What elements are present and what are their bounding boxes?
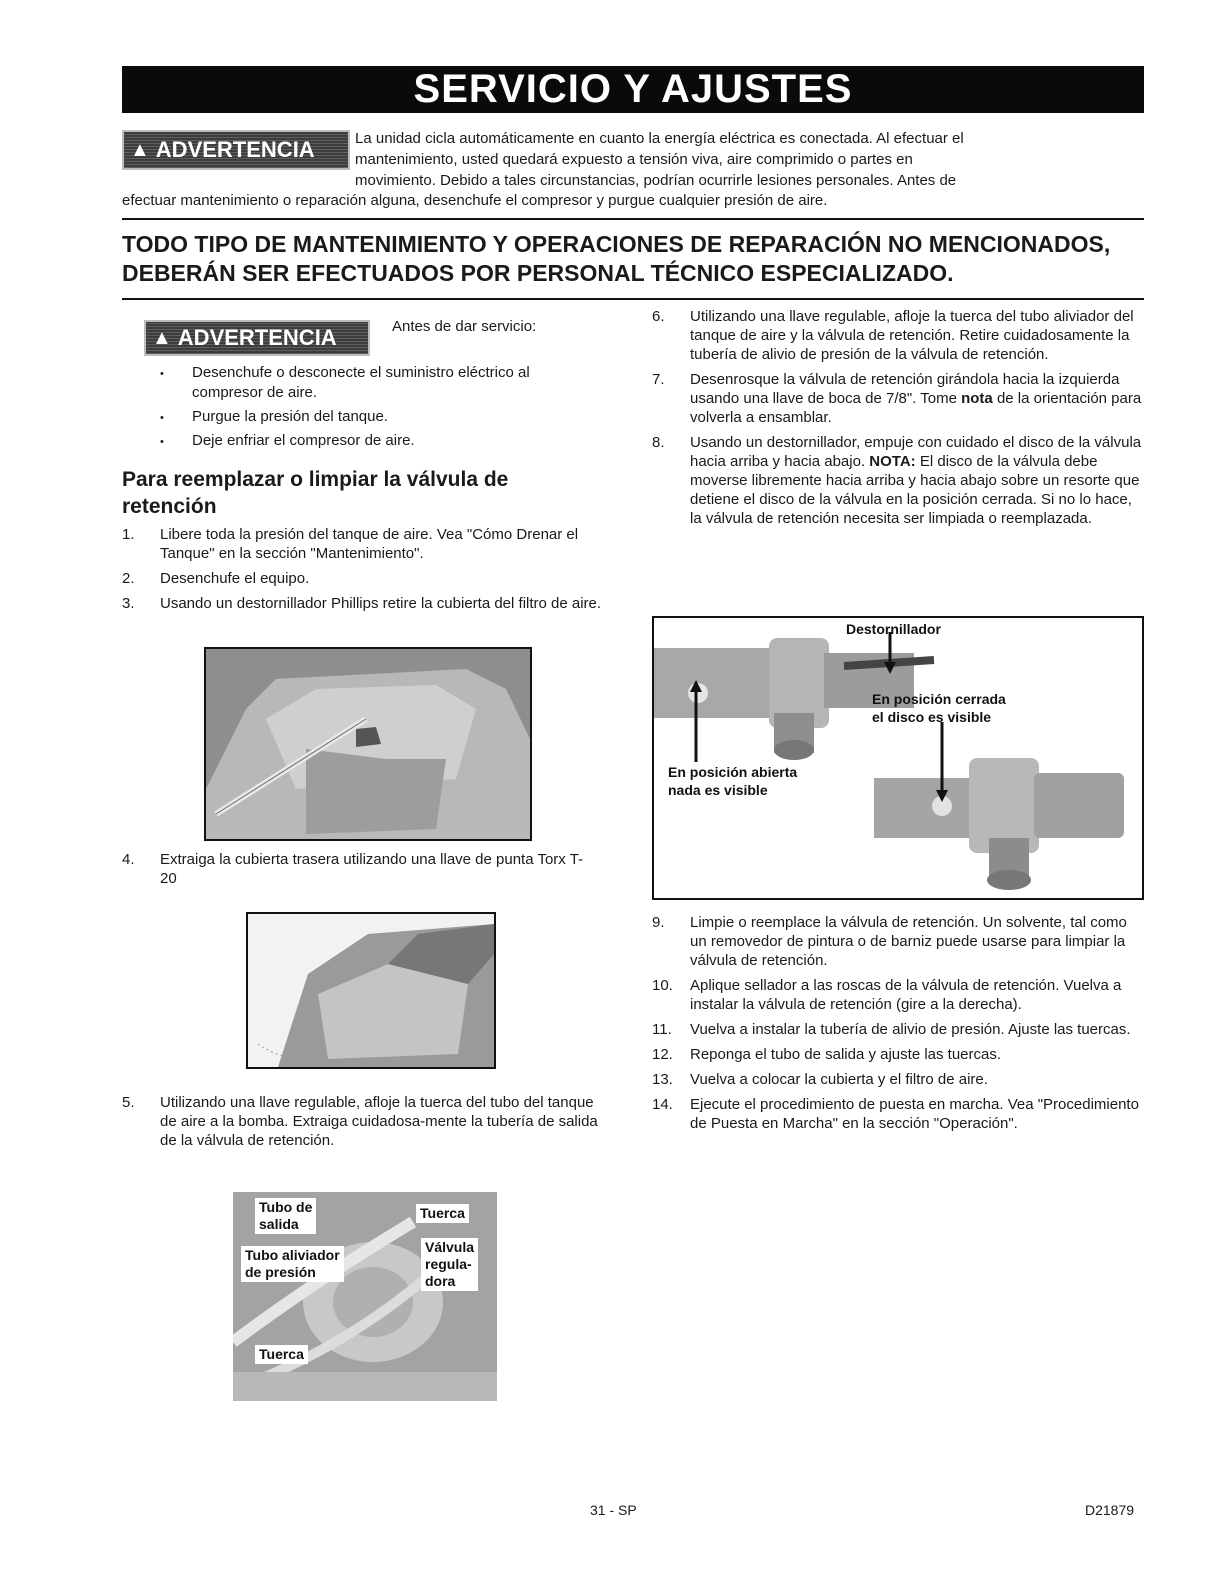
list-item: • Desenchufe o desconecte el suministro eléctrico al compresor de aire. xyxy=(152,363,552,403)
label-line: dora xyxy=(425,1273,456,1289)
warning-caption: Antes de dar servicio: xyxy=(392,318,537,335)
warning-text-line: efectuar mantenimiento o reparación alguna, desenchufe el compresor y purgue cualquier presión de aire. xyxy=(122,192,828,209)
main-heading-line: TODO TIPO DE MANTENIMIENTO Y OPERACIONES DE REPARACIÓN NO MENCIONADOS, xyxy=(122,231,1111,257)
main-heading xyxy=(122,230,1152,288)
list-item: • Purgue la presión del tanque. xyxy=(152,407,552,427)
step-bold: NOTA: xyxy=(869,453,916,470)
steps-list xyxy=(652,913,1144,1139)
label-tuerca-top: Tuerca xyxy=(416,1204,469,1223)
warning-badge-label: ADVERTENCIA xyxy=(177,325,337,350)
label-line: de presión xyxy=(245,1264,316,1280)
step-text: Vuelva a instalar la tubería de alivio de presión. Ajuste las tuercas. xyxy=(690,1021,1131,1038)
step-number: 7. xyxy=(652,371,665,388)
step-number: 12. xyxy=(652,1046,673,1063)
step-text: Usando un destornillador, empuje con cuidado el disco de la válvula hacia arriba y hacia abajo. xyxy=(690,434,1142,470)
label-line: Tubo aliviador xyxy=(245,1247,340,1263)
step-text: Reponga el tubo de salida y ajuste las tuercas. xyxy=(690,1046,1002,1063)
step-number: 9. xyxy=(652,914,665,931)
check-valve-figure xyxy=(652,616,1144,900)
label-line: Válvula xyxy=(425,1239,475,1255)
air-filter-photo xyxy=(204,647,532,841)
step-text: de la orientación para volverla a ensamblar. xyxy=(690,390,1142,426)
step-text: Limpie o reemplace la válvula de retención. Un solvente, tal como un removedor de pintura o de barniz puede usarse para limpiar la válvula de retención. xyxy=(690,914,1127,969)
step-bold: nota xyxy=(961,390,993,407)
list-item xyxy=(122,1093,602,1150)
list-item xyxy=(652,976,1144,1014)
warning-triangle-icon: ▲ xyxy=(152,326,172,349)
step-number: 6. xyxy=(652,308,665,325)
warning-badge xyxy=(122,130,350,170)
divider xyxy=(122,298,1144,300)
step-text: Desenrosque la válvula de retención girándola hacia la izquierda usando una llave de boca de 7/8". Tome xyxy=(690,371,1120,407)
steps-list xyxy=(122,1093,602,1156)
step-number: 2. xyxy=(122,570,135,587)
list-item xyxy=(652,913,1144,970)
step-text: El disco de la válvula debe moverse libremente hacia arriba y hacia abajo sobre un resorte que detiene el disco de la válvula en la posición cerrada. Si no lo hace, la válvula de retención necesita ser limpiada o reemplazada. xyxy=(690,453,1140,527)
list-item xyxy=(652,370,1144,427)
label-tuerca-bottom: Tuerca xyxy=(255,1345,308,1364)
step-text: Desenchufe el equipo. xyxy=(160,570,310,587)
list-item xyxy=(652,1045,1144,1064)
step-number: 10. xyxy=(652,977,673,994)
label-line: En posición abierta xyxy=(668,764,798,780)
step-number: 5. xyxy=(122,1094,135,1111)
page-title: SERVICIO Y AJUSTES xyxy=(122,66,1144,113)
step-number: 8. xyxy=(652,434,665,451)
label-closed-position xyxy=(872,690,1006,726)
list-item xyxy=(122,594,602,613)
page-number: 31 - SP xyxy=(590,1502,637,1518)
check-valve-illustration xyxy=(654,618,1142,898)
steps-list xyxy=(122,525,602,619)
step-text: Aplique sellador a las roscas de la válvula de retención. Vuelva a instalar la válvula de retención (gire a la derecha). xyxy=(690,977,1122,1013)
list-item xyxy=(652,1020,1144,1039)
steps-list xyxy=(122,850,592,894)
label-line: regula- xyxy=(425,1256,472,1272)
label-open-position xyxy=(668,763,797,799)
step-number: 14. xyxy=(652,1096,673,1113)
precaution-list xyxy=(152,363,552,455)
list-item xyxy=(652,433,1144,528)
step-text: Ejecute el procedimiento de puesta en marcha. Vea "Procedimiento de Puesta en Marcha" en la sección "Operación". xyxy=(690,1096,1139,1132)
list-item: • Deje enfriar el compresor de aire. xyxy=(152,431,552,451)
warning-text-line: mantenimiento, usted quedará expuesto a tensión viva, aire comprimido o partes en xyxy=(355,151,913,168)
steps-list xyxy=(652,307,1144,534)
list-item xyxy=(652,1095,1144,1133)
list-item xyxy=(122,525,602,563)
step-number: 13. xyxy=(652,1071,673,1088)
label-line: En posición cerrada xyxy=(872,691,1006,707)
section-heading: Para reemplazar o limpiar la válvula de retención xyxy=(122,468,509,518)
label-tubo-aliviador xyxy=(241,1246,344,1282)
step-number: 4. xyxy=(122,851,135,868)
step-number: 1. xyxy=(122,526,135,543)
label-screwdriver: Destornillador xyxy=(846,621,941,637)
document-code: D21879 xyxy=(1085,1502,1135,1518)
step-text: Utilizando una llave regulable, afloje la tuerca del tubo aliviador del tanque de aire y la válvula de retención. Retire cuidadosamente la tubería de alivio de presión de la válvula de retención. xyxy=(690,308,1134,363)
step-text: Vuelva a colocar la cubierta y el filtro de aire. xyxy=(690,1071,988,1088)
label-line: nada es visible xyxy=(668,782,768,798)
step-text: Utilizando una llave regulable, afloje la tuerca del tubo del tanque de aire a la bomba. Extraiga cuidadosa-mente la tubería de salida de la válvula de retención. xyxy=(160,1094,598,1149)
list-item xyxy=(652,307,1144,364)
step-text: Extraiga la cubierta trasera utilizando una llave de punta Torx T-20 xyxy=(160,851,584,887)
warning-triangle-icon: ▲ xyxy=(130,138,150,161)
warning-badge xyxy=(144,320,370,356)
divider xyxy=(122,218,1144,220)
label-line: Tubo de xyxy=(259,1199,313,1215)
rear-cover-photo xyxy=(246,912,496,1069)
warning-text-line: movimiento. Debido a tales circunstancias, podrían ocurrirle lesiones personales. Antes de xyxy=(355,172,957,189)
list-item xyxy=(652,1070,1144,1089)
warning-text-line: La unidad cicla automáticamente en cuanto la energía eléctrica es conectada. Al efectuar el xyxy=(355,130,964,147)
list-item xyxy=(122,569,602,588)
rear-cover-illustration xyxy=(248,914,494,1067)
label-line: salida xyxy=(259,1216,299,1232)
label-valvula-reguladora xyxy=(421,1238,478,1291)
tubes-photo xyxy=(233,1192,497,1401)
step-number: 3. xyxy=(122,595,135,612)
warning-badge-label: ADVERTENCIA xyxy=(155,137,315,162)
step-text: Usando un destornillador Phillips retire la cubierta del filtro de aire. xyxy=(160,595,602,612)
list-item xyxy=(122,850,592,888)
air-filter-illustration xyxy=(206,649,530,839)
step-number: 11. xyxy=(652,1021,672,1038)
main-heading-line: DEBERÁN SER EFECTUADOS POR PERSONAL TÉCNICO ESPECIALIZADO. xyxy=(122,260,954,286)
label-tubo-salida xyxy=(255,1198,316,1234)
step-text: Libere toda la presión del tanque de aire. Vea "Cómo Drenar el Tanque" en la sección "Mantenimiento". xyxy=(160,526,579,562)
label-line: el disco es visible xyxy=(872,709,992,725)
